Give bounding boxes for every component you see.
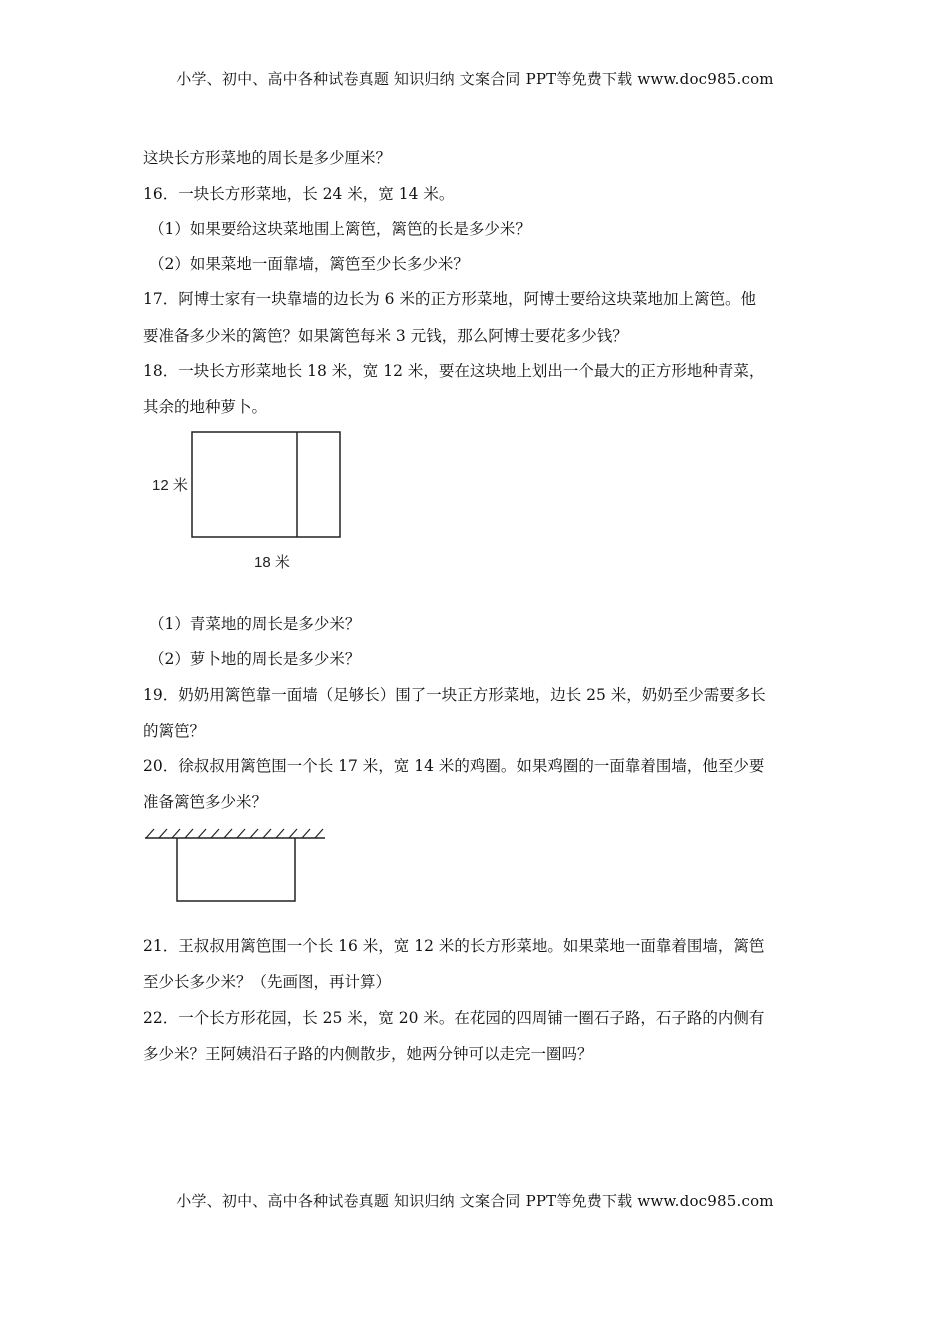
field-rectangle (192, 432, 340, 537)
text-line: 这块长方形菜地的周长是多少厘米？ (143, 149, 392, 167)
question-18-part-1: （1）青菜地的周长是多少米？ (149, 615, 361, 633)
figure-20-diagram (142, 826, 328, 906)
figure-18-diagram (190, 430, 345, 540)
question-20: 20．徐叔叔用篱笆围一个长 17 米，宽 14 米的鸡圈。如果鸡圈的一面靠着围墙，他至少要 (143, 757, 765, 775)
question-21: 21．王叔叔用篱笆围一个长 16 米，宽 12 米的长方形菜地。如果菜地一面靠着围墙，篱笆 (143, 937, 765, 955)
question-21-cont: 至少长多少米？（先画图，再计算） (143, 973, 392, 991)
question-18: 18．一块长方形菜地长 18 米，宽 12 米，要在这块地上划出一个最大的正方形地种青菜， (143, 362, 765, 380)
question-16-part-2: （2）如果菜地一面靠墙，篱笆至少长多少米？ (149, 255, 469, 273)
question-17-cont: 要准备多少米的篱笆？如果篱笆每米 3 元钱，那么阿博士要花多少钱？ (143, 327, 628, 345)
wall-hatching (146, 829, 323, 838)
width-label: 18 米 (254, 554, 290, 571)
question-22: 22．一个长方形花园，长 25 米，宽 20 米。在花园的四周铺一圈石子路，石子路的内侧有 (143, 1009, 765, 1027)
question-22-cont: 多少米？王阿姨沿石子路的内侧散步，她两分钟可以走完一圈吗？ (143, 1045, 593, 1063)
question-17: 17．阿博士家有一块靠墙的边长为 6 米的正方形菜地，阿博士要给这块菜地加上篱笆。他 (143, 290, 756, 308)
question-20-cont: 准备篱笆多少米？ (143, 793, 268, 811)
question-19-cont: 的篱笆？ (143, 722, 206, 740)
page-header: 小学、初中、高中各种试卷真题 知识归纳 文案合同 PPT等免费下载 www.doc985.com (176, 70, 774, 88)
question-16-part-1: （1）如果要给这块菜地围上篱笆，篱笆的长是多少米？ (149, 220, 531, 238)
question-16: 16．一块长方形菜地，长 24 米，宽 14 米。 (143, 185, 455, 203)
question-18-part-2: （2）萝卜地的周长是多少米？ (149, 650, 361, 668)
question-19: 19．奶奶用篱笆靠一面墙（足够长）围了一块正方形菜地，边长 25 米，奶奶至少需要多长 (143, 686, 766, 704)
pen-rectangle (177, 838, 295, 901)
height-label: 12 米 (152, 477, 188, 494)
question-18-cont: 其余的地种萝卜。 (143, 398, 268, 416)
page-footer: 小学、初中、高中各种试卷真题 知识归纳 文案合同 PPT等免费下载 www.doc985.com (176, 1192, 774, 1210)
